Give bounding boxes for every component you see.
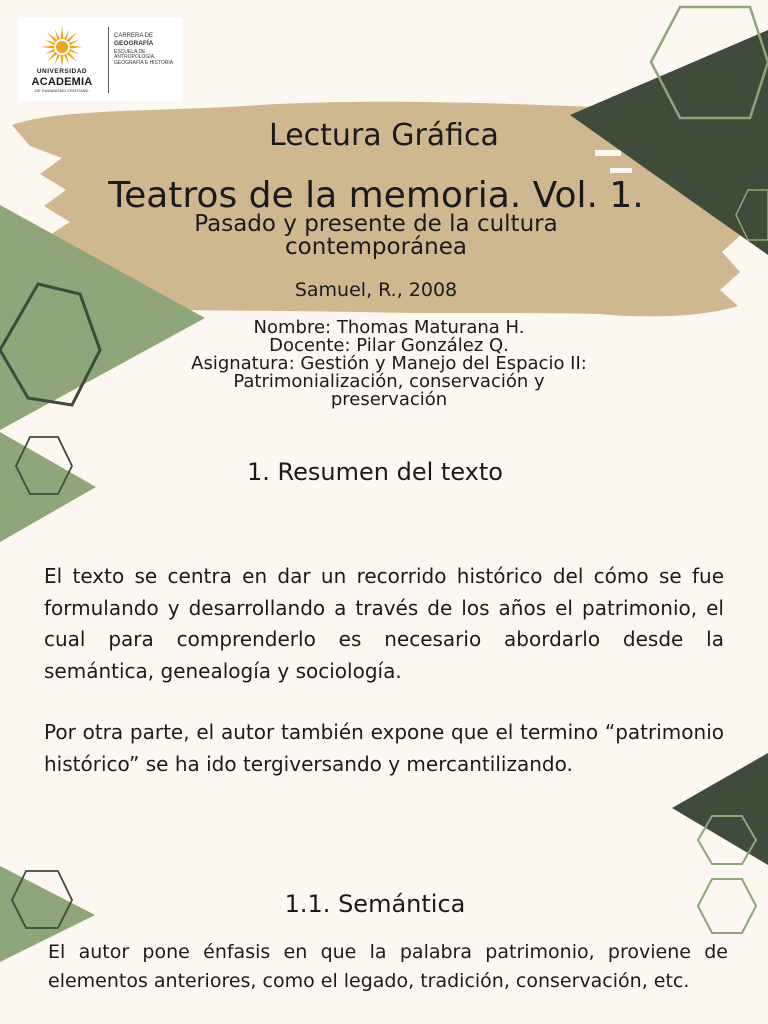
- sun-icon: [37, 25, 87, 69]
- faculty-school-line: GEOGRAFÍA E HISTORIA: [114, 60, 174, 67]
- faculty-school: [114, 50, 180, 67]
- faculty-school-line: ANTROPOLOGÍA,: [114, 54, 156, 61]
- university-logo: [18, 17, 183, 101]
- summary-paragraph-2: Por otra parte, el autor también expone que el termino “patrimonio histórico” se ha ido tergiversando y mercantilizando.: [44, 720, 724, 776]
- document-label: Lectura Gráfica: [269, 118, 499, 153]
- info-subject: Asignatura: Gestión y Manejo del Espacio II:: [191, 353, 587, 374]
- info-subject-cont: preservación: [330, 389, 448, 410]
- document-subtitle: [0, 213, 752, 259]
- info-teacher: Docente: Pilar González Q.: [269, 335, 509, 356]
- university-line-2: ACADEMIA: [31, 75, 93, 88]
- faculty-line-2: GEOGRAFÍA: [114, 39, 154, 47]
- faculty-name: [114, 33, 180, 67]
- sage-triangle-left-lower: [0, 432, 96, 542]
- brush-speck: [606, 156, 614, 164]
- faculty-school-line: ESCUELA DE: [114, 48, 146, 55]
- faculty-line-1: CARRERA DE: [114, 33, 154, 39]
- subtitle-line: contemporánea: [285, 234, 467, 260]
- university-line-1: UNIVERSIDAD: [36, 68, 88, 75]
- section-heading-summary: 1. Resumen del texto: [247, 458, 503, 486]
- citation: Samuel, R., 2008: [294, 279, 458, 301]
- summary-paragraph-1: El texto se centra en dar un recorrido histórico del cómo se fue formulando y desarrollando a través de los años el patrimonio, el cual para comprenderlo es necesario abordarlo desde la semántica, genealogía y sociología.: [44, 564, 724, 683]
- subtitle-line: Pasado y presente de la cultura: [194, 211, 558, 237]
- document-title: Teatros de la memoria. Vol. 1.: [108, 175, 644, 216]
- semantics-paragraph: El autor pone énfasis en que la palabra patrimonio, proviene de elementos anteriores, como el legado, tradición, conservación, etc.: [48, 941, 728, 992]
- section-heading-semantics: 1.1. Semántica: [284, 890, 466, 918]
- university-name: [22, 69, 102, 93]
- info-name: Nombre: Thomas Maturana H.: [253, 317, 525, 338]
- brush-gap: [610, 168, 632, 173]
- author-info: [0, 319, 768, 409]
- logo-divider: [108, 27, 109, 93]
- info-subject-cont: Patrimonialización, conservación y: [233, 371, 545, 392]
- university-line-3: DE HUMANISMO CRISTIANO: [35, 88, 89, 93]
